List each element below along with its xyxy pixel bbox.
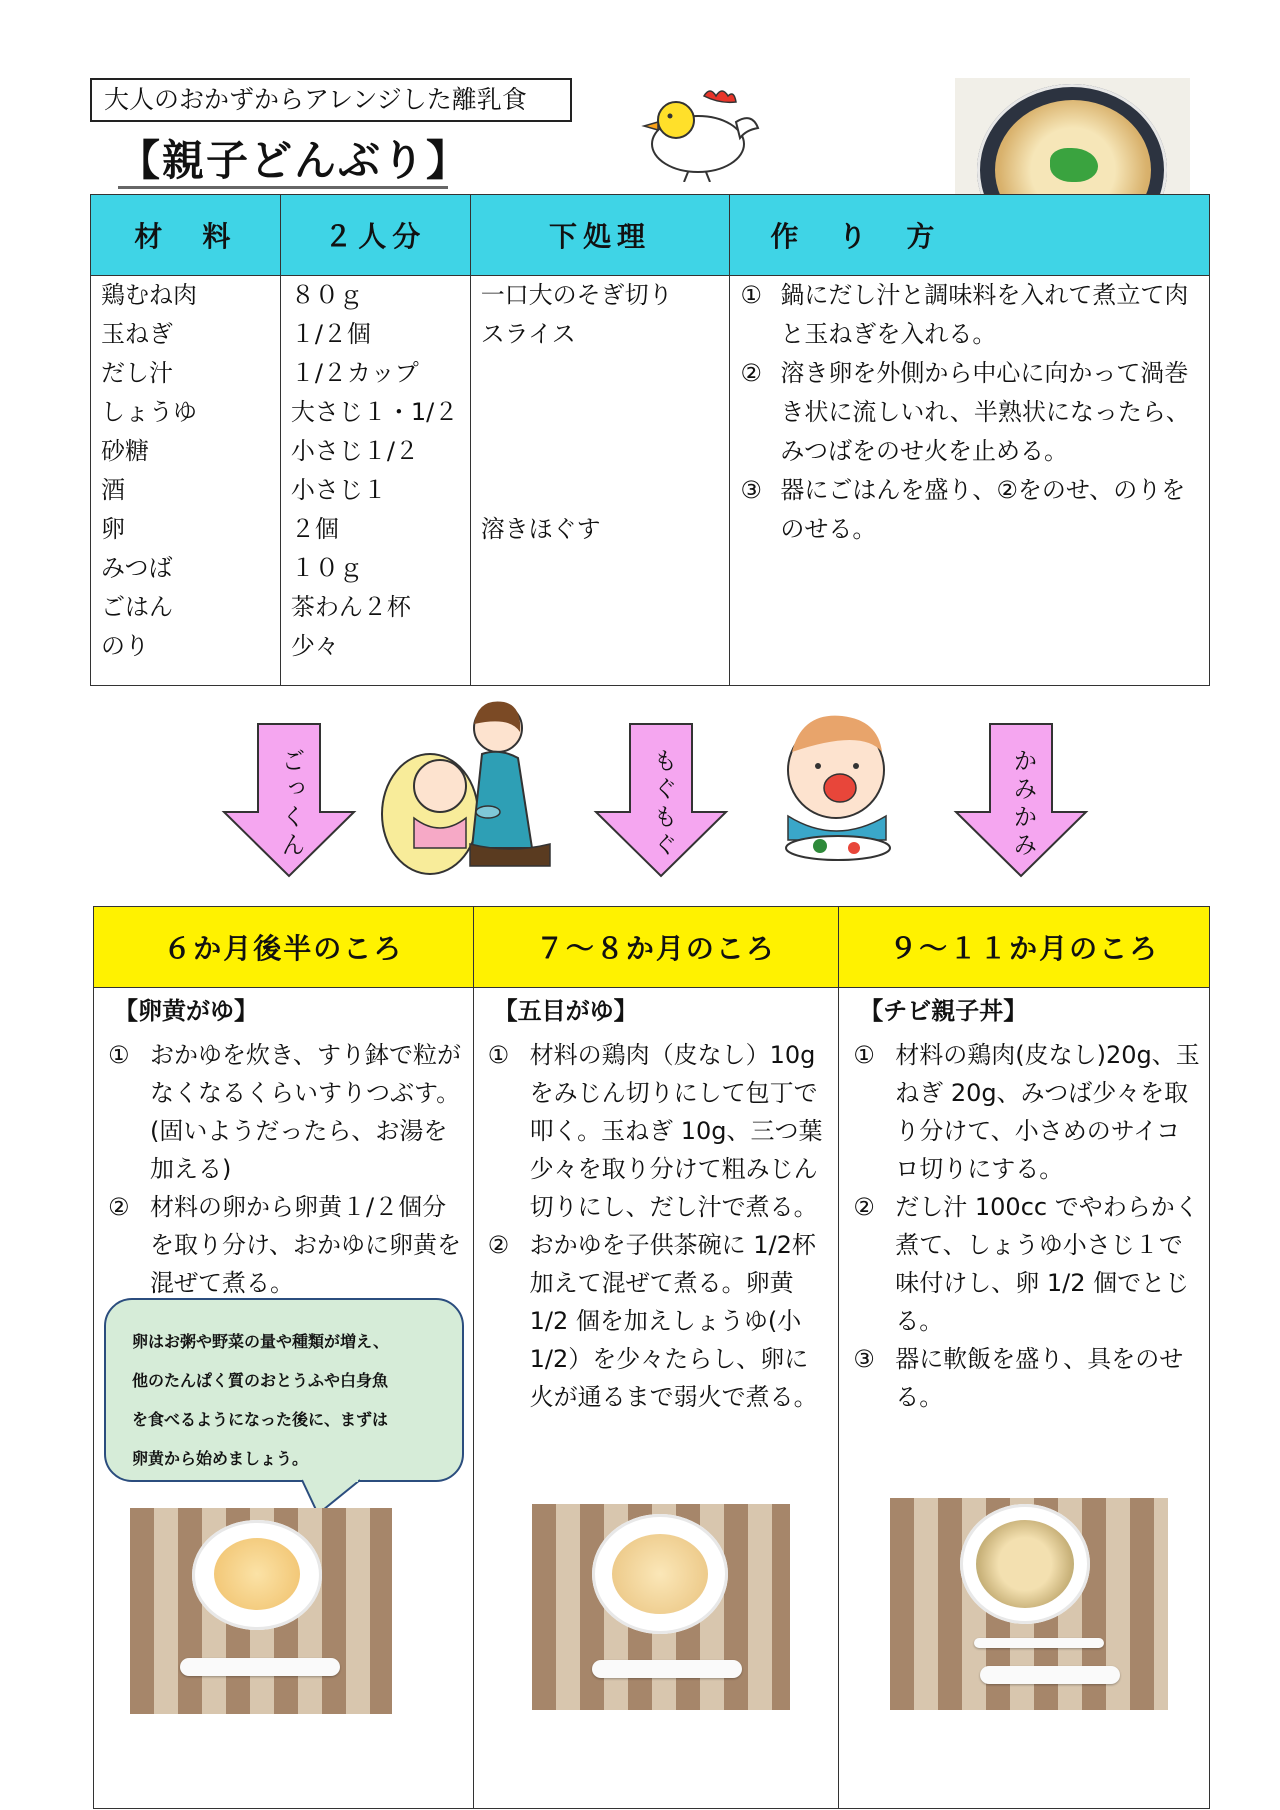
egg-yolk-porridge-photo — [130, 1508, 392, 1714]
mother-feeding-baby-illustration — [370, 694, 570, 894]
stage-header-9-11m: ９～１１か月のころ — [839, 907, 1210, 988]
gomoku-porridge-photo — [532, 1504, 790, 1710]
list-item: 茶わん２杯 — [290, 593, 411, 621]
list-item: 大さじ１・1/２ — [290, 398, 459, 426]
method-step: ② 溶き卵を外側から中心に向かって渦巻き状に流しいれ、半熟状になったら、みつばをのせ火を止める。 — [740, 359, 1190, 465]
method-steps — [730, 276, 1210, 686]
list-item: スライス — [480, 320, 576, 348]
stage-step: ③ 器に軟飯を盛り、具をのせる。 — [853, 1345, 1184, 1411]
header-method: 作 り 方 — [730, 195, 1210, 276]
page-title: 【親子どんぶり】 — [118, 136, 471, 185]
stage-header-6m: ６か月後半のころ — [94, 907, 474, 988]
stage-step: ① 材料の鶏肉(皮なし)20g、玉ねぎ 20g、みつば少々を取り分けて、小さめのサイコロ切りにする。 — [853, 1041, 1200, 1183]
header-prep: 下処理 — [470, 195, 730, 276]
recipe-table — [90, 194, 1210, 686]
list-item: 鶏むね肉 — [101, 281, 197, 309]
subtitle: 大人のおかずからアレンジした離乳食 — [104, 85, 527, 114]
list-item: ８０ｇ — [290, 281, 363, 309]
header-amount: ２人分 — [280, 195, 470, 276]
arrow-label-kamikami: かみかみ — [1009, 748, 1037, 860]
list-item: 玉ねぎ — [101, 320, 173, 348]
list-item: 小さじ１/２ — [290, 437, 419, 465]
stage-header-7-8m: ７～８か月のころ — [473, 907, 839, 988]
ingredient-list — [91, 276, 281, 686]
list-item: みつば — [101, 554, 173, 582]
list-item: 溶きほぐす — [480, 515, 601, 543]
note-line: 他のたんぱく質のおとうふや白身魚 — [132, 1371, 389, 1390]
list-item: ごはん — [101, 593, 173, 621]
list-item: 酒 — [101, 476, 125, 504]
arrow-label-mogumogu: もぐもぐ — [649, 748, 677, 860]
stage-step: ② だし汁 100cc でやわらかく煮て、しょうゆ小さじ１で味付けし、卵 1/2 個でとじる。 — [853, 1193, 1199, 1335]
baby-eating-illustration — [762, 708, 912, 868]
list-item: 砂糖 — [101, 437, 149, 465]
list-item: ２個 — [290, 515, 339, 543]
amount-list — [280, 276, 470, 686]
stage-step: ② おかゆを子供茶碗に 1/2杯加えて混ぜて煮る。卵黄1/2 個を加えしょうゆ(小1/2）を少々たらし、卵に火が通るまで弱火で煮る。 — [487, 1231, 818, 1411]
list-item: 卵 — [101, 515, 125, 543]
list-item: １/２個 — [290, 320, 371, 348]
stage-step: ① おかゆを炊き、すり鉢で粒がなくなるくらいすりつぶす。(固いようだったら、お湯を加える) — [108, 1041, 462, 1183]
list-item: しょうゆ — [101, 398, 197, 426]
chicken-illustration — [640, 82, 770, 182]
method-step: ③ 器にごはんを盛り、②をのせ、のりをのせる。 — [740, 476, 1186, 543]
list-item — [481, 393, 720, 432]
list-item: 小さじ１ — [290, 476, 387, 504]
list-item — [481, 432, 720, 471]
note-line: 卵はお粥や野菜の量や種類が増え、 — [132, 1332, 389, 1351]
list-item: だし汁 — [101, 359, 173, 387]
note-line: を食べるようになった後に、まずは — [132, 1410, 389, 1429]
recipe-title: 【五目がゆ】 — [493, 997, 638, 1025]
chibi-oyakodon-photo — [890, 1498, 1168, 1710]
list-item — [481, 354, 720, 393]
header-ingredients: 材 料 — [91, 195, 281, 276]
note-bubble — [104, 1298, 464, 1482]
list-item: １０ｇ — [290, 554, 363, 582]
method-step: ① 鍋にだし汁と調味料を入れて煮立て肉と玉ねぎを入れる。 — [740, 281, 1189, 348]
stage-step: ② 材料の卵から卵黄１/２個分を取り分け、おかゆに卵黄を混ぜて煮る。 — [108, 1193, 462, 1297]
arrow-label-gokkun: ごっくん — [277, 748, 305, 860]
list-item: 少々 — [290, 632, 339, 660]
subtitle-box — [90, 78, 572, 122]
list-item — [481, 471, 720, 510]
recipe-title: 【卵黄がゆ】 — [114, 997, 258, 1025]
recipe-title: 【チビ親子丼】 — [859, 997, 1028, 1025]
prep-list — [470, 276, 730, 686]
list-item: 一口大のそぎ切り — [480, 281, 673, 309]
note-line: 卵黄から始めましょう。 — [132, 1449, 309, 1468]
list-item: のり — [101, 632, 149, 660]
list-item: １/２カップ — [290, 359, 419, 387]
stage-step: ① 材料の鶏肉（皮なし）10gをみじん切りにして包丁で叩く。玉ねぎ 10g、三つ葉少々を取り分けて粗みじん切りにし、だし汁で煮る。 — [487, 1041, 823, 1221]
title-underline — [118, 186, 448, 189]
